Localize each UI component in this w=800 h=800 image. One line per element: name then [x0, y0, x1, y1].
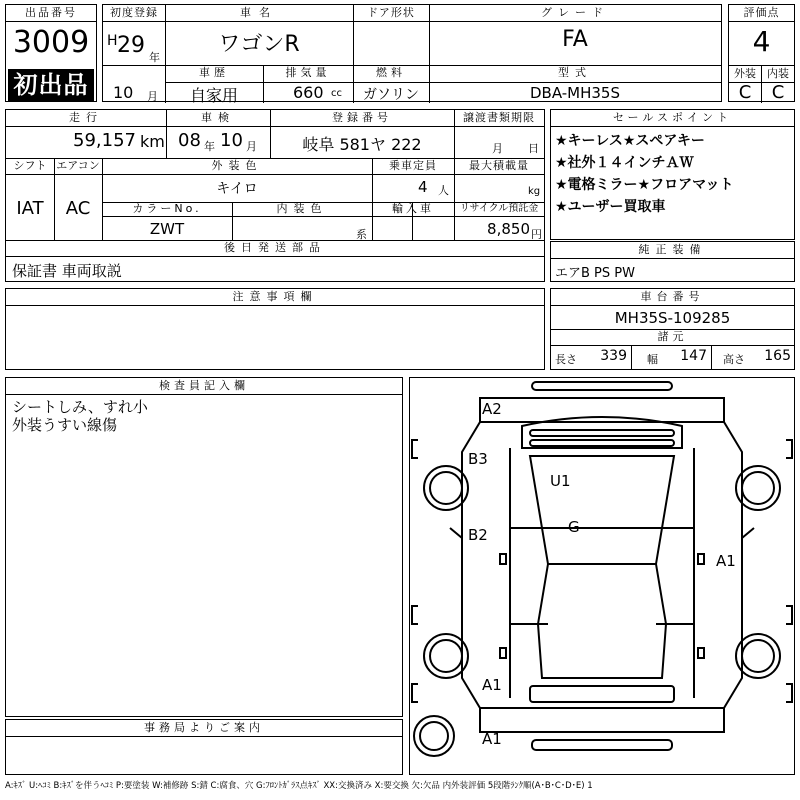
color-no-label: カラーNo. — [132, 202, 202, 215]
transfer-month-unit: 月 — [492, 142, 503, 155]
damage-mark: U1 — [550, 472, 571, 490]
inspection-month: 10 — [220, 130, 243, 151]
inspector-label: 検査員記入欄 — [6, 378, 402, 395]
first-listing-badge: 初出品 — [8, 69, 94, 101]
reg-year-unit: 年 — [149, 51, 160, 64]
car-outline — [410, 378, 794, 774]
fuel-label: 燃料 — [376, 66, 406, 79]
first-reg-label: 初度登録 — [110, 6, 158, 19]
sales-points-label: セールスポイント — [551, 110, 794, 127]
specs-table — [5, 109, 545, 282]
dims-label: 諸元 — [657, 330, 688, 343]
reg-month: 10 — [113, 83, 134, 102]
equipment-label: 純正装備 — [551, 242, 794, 259]
inspection-year-unit: 年 — [204, 140, 215, 153]
displacement: 660 — [293, 83, 324, 102]
inspector-notes — [5, 377, 403, 717]
width: 147 — [680, 348, 707, 364]
int-color-label: 内装色 — [276, 202, 328, 215]
capacity-label: 乗車定員 — [389, 159, 437, 172]
fuel: ガソリン — [363, 87, 419, 103]
shift: IAT — [16, 198, 44, 219]
score: 4 — [752, 25, 771, 58]
equipment-value: エアB PS PW — [555, 266, 635, 281]
width-label: 幅 — [647, 353, 658, 366]
car-name: ワゴンR — [218, 32, 300, 57]
score-block — [728, 4, 795, 102]
sales-point-item: ★社外１４インチＡＷ — [555, 155, 694, 171]
equipment — [550, 241, 795, 282]
legend: A:ｷｽﾞ U:ﾍｺﾐ B:ｷｽﾞを伴うﾍｺﾐ P:要塗装 W:補修跡 S:錆 C:腐食、穴 G:ﾌﾛﾝﾄｶﾞﾗｽ点ｷｽﾞ XX:交換済み X:要交換 欠:欠品 内外装評価 5段階ﾗﾝｸ順(A･B･C･D･E) 1 — [5, 781, 593, 791]
office-notes — [5, 719, 403, 775]
inspector-line: シートしみ、すれ小 — [12, 398, 148, 416]
ext-color: キイロ — [216, 181, 258, 197]
damage-diagram — [409, 377, 795, 775]
reg-number: 岐阜 581ヤ 222 — [302, 135, 422, 154]
ac-label: エアコン — [56, 159, 100, 172]
length-label: 長さ — [555, 353, 577, 366]
lot-number: 3009 — [12, 25, 90, 60]
score-label: 評価点 — [729, 5, 794, 22]
grade: FA — [562, 27, 588, 52]
lot-label: 出品番号 — [6, 5, 96, 22]
reg-month-unit: 月 — [147, 90, 158, 103]
max-load-label: 最大積載量 — [469, 159, 529, 172]
header-table — [102, 4, 722, 105]
damage-mark: G — [568, 518, 580, 536]
recycle-label: リサイクル預託金 — [459, 203, 539, 214]
color-no: ZWT — [149, 220, 185, 238]
damage-mark: A1 — [482, 676, 502, 694]
exterior-label: 外装 — [734, 67, 756, 80]
chassis — [550, 288, 795, 370]
damage-mark: A1 — [482, 730, 502, 748]
int-color-unit: 系 — [356, 228, 367, 241]
sales-point-item: ★電格ミラー★フロアマット — [555, 177, 734, 193]
height: 165 — [764, 348, 791, 364]
interior-label: 内装 — [767, 67, 789, 80]
later-parts-label: 後日発送部品 — [224, 241, 326, 254]
inspection-year: 08 — [178, 130, 201, 151]
interior-grade: C — [771, 82, 785, 103]
capacity-unit: 人 — [438, 184, 449, 197]
exterior-grade: C — [738, 82, 752, 103]
max-load-unit: kg — [528, 186, 541, 197]
inspector-line: 外装うすい線傷 — [12, 416, 118, 434]
damage-mark: A2 — [482, 400, 502, 418]
damage-mark: A1 — [716, 552, 736, 570]
inspection-month-unit: 月 — [246, 140, 257, 153]
transfer-day-unit: 日 — [528, 142, 539, 155]
history: 自家用 — [189, 86, 238, 105]
office-label: 事務局よりご案内 — [6, 720, 402, 737]
displacement-unit: cc — [331, 88, 342, 99]
ac: AC — [65, 198, 91, 219]
model: DBA-MH35S — [529, 84, 620, 102]
notes-label: 注意事項欄 — [6, 289, 544, 306]
chassis-label: 車台番号 — [551, 289, 794, 306]
length: 339 — [600, 348, 627, 364]
capacity: 4 — [418, 178, 428, 196]
transfer-label: 譲渡書類期限 — [463, 111, 535, 124]
height-label: 高さ — [723, 353, 745, 366]
history-label: 車歴 — [199, 66, 229, 79]
sales-points — [550, 109, 795, 240]
shift-label: シフト — [13, 159, 47, 172]
damage-mark: B3 — [468, 450, 488, 468]
displacement-label: 排気量 — [285, 66, 331, 79]
chassis-number: MH35S-109285 — [614, 309, 731, 327]
recycle: 8,850 — [487, 220, 530, 238]
reg-number-label: 登録番号 — [332, 111, 392, 124]
reg-year: 29 — [117, 33, 145, 58]
lot-block — [5, 4, 97, 102]
mileage: 59,157 — [73, 130, 136, 151]
door-label: ドア形状 — [367, 6, 415, 19]
mileage-label: 走行 — [69, 111, 103, 124]
sales-point-item: ★キーレス★スペアキー — [555, 133, 705, 149]
later-parts: 保証書 車両取説 — [12, 262, 122, 280]
grade-label: グレード — [541, 6, 609, 19]
car-name-label: 車名 — [240, 6, 278, 19]
notes — [5, 288, 545, 370]
recycle-unit: 円 — [531, 228, 542, 241]
era: H — [107, 33, 118, 49]
damage-mark: B2 — [468, 526, 488, 544]
sales-point-item: ★ユーザー買取車 — [555, 199, 666, 215]
inspection-label: 車検 — [201, 111, 235, 124]
model-label: 型式 — [558, 66, 592, 79]
import-label: 輸入車 — [392, 202, 434, 215]
ext-color-label: 外装色 — [211, 159, 263, 172]
mileage-unit: km — [140, 132, 165, 151]
